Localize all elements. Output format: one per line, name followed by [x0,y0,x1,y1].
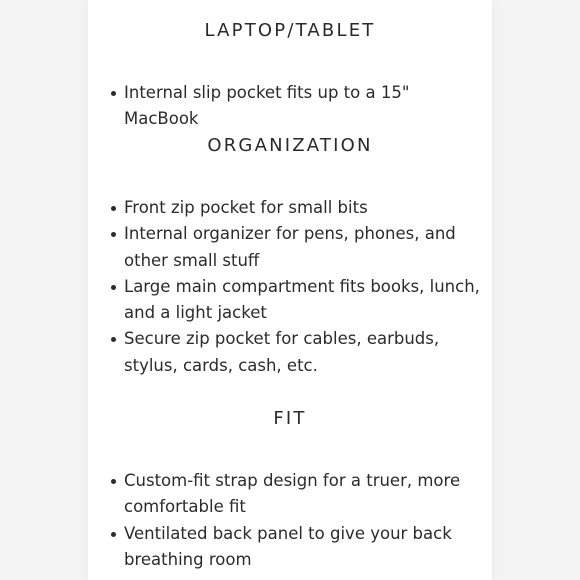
section-heading-laptop-tablet: LAPTOP/TABLET [204,20,376,41]
section-heading-fit: FIT [273,408,307,429]
list-item: Large main compartment fits books, lunch, and a light jacket [88,274,492,327]
product-details-card [88,0,492,580]
bullet-list-organization [88,195,492,379]
list-item: Internal slip pocket fits up to a 15" MacBook [88,80,492,133]
list-item: Secure zip pocket for cables, earbuds, stylus, cards, cash, etc. [88,326,492,379]
bullet-list-laptop-tablet [88,80,492,133]
list-item: Ventilated back panel to give your back breathing room [88,521,492,574]
list-item: Front zip pocket for small bits [88,195,492,221]
section-heading-organization: ORGANIZATION [207,135,373,156]
list-item: Internal organizer for pens, phones, and other small stuff [88,221,492,274]
list-item: Custom-fit strap design for a truer, more comfortable fit [88,468,492,521]
bullet-list-fit [88,468,492,573]
